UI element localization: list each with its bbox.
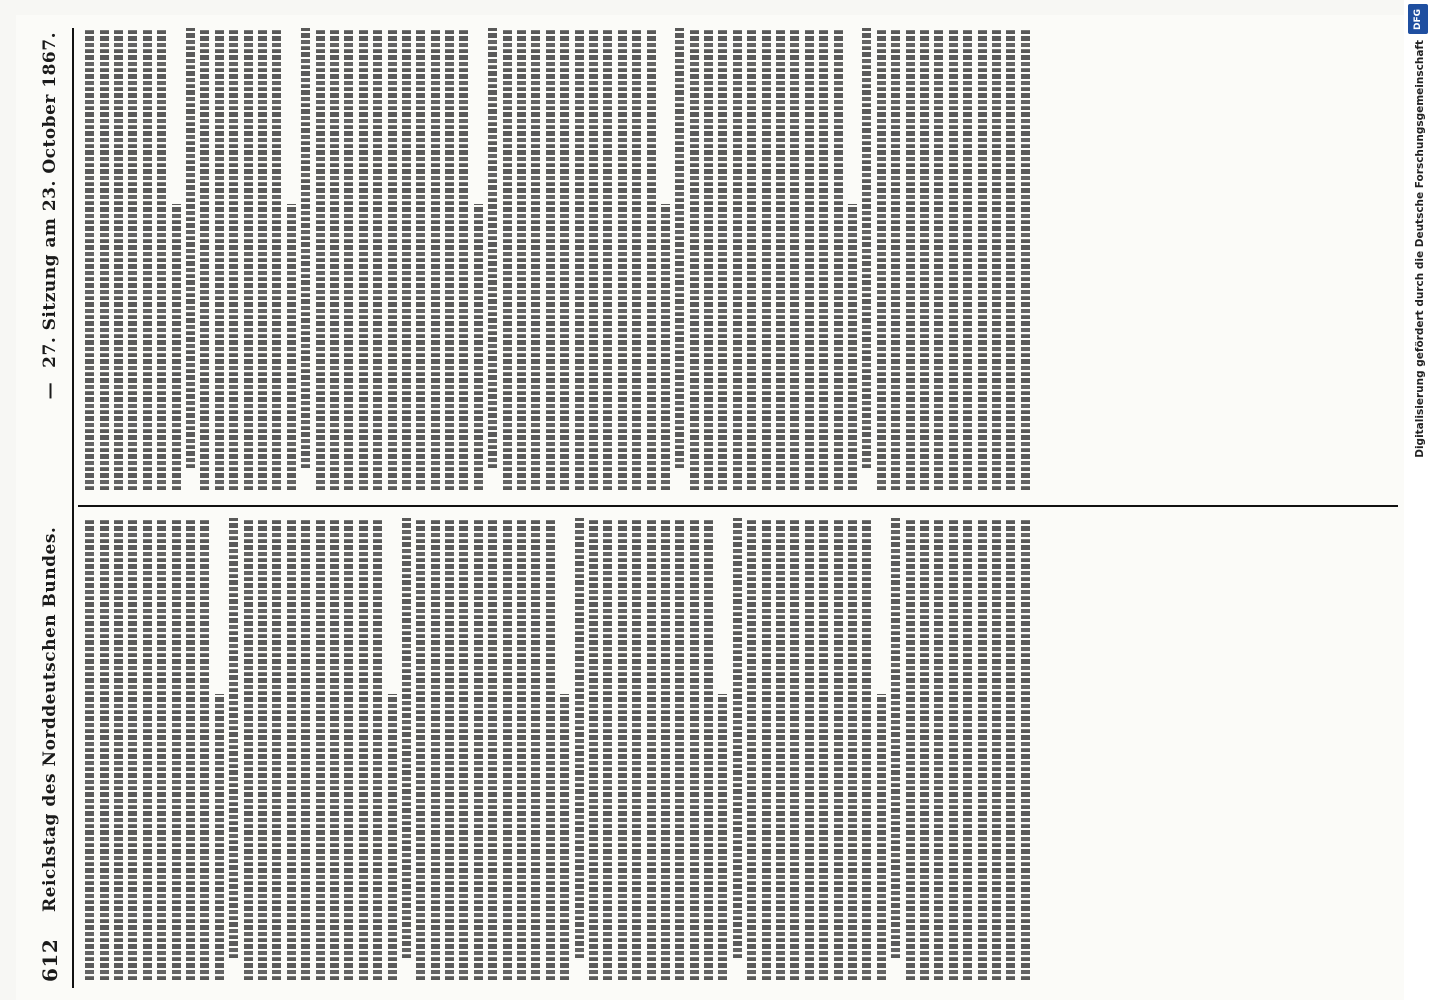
text-line <box>762 28 771 490</box>
text-line <box>488 28 497 468</box>
text-line <box>718 28 727 490</box>
text-line <box>992 518 1001 980</box>
text-line <box>877 28 886 490</box>
text-line <box>531 28 540 490</box>
text-line <box>431 518 440 980</box>
text-line <box>531 518 540 980</box>
page-number: 612 <box>38 938 62 982</box>
text-line <box>978 518 987 980</box>
dfg-logo-icon: DFG <box>1408 4 1428 34</box>
text-line <box>459 28 468 490</box>
text-line <box>546 28 555 490</box>
text-line <box>359 28 368 490</box>
text-line <box>589 518 598 980</box>
text-line <box>906 28 915 490</box>
text-line <box>661 518 670 980</box>
text-line <box>459 518 468 980</box>
text-line <box>330 518 339 980</box>
text-line <box>891 518 900 958</box>
text-line <box>834 28 843 490</box>
text-line <box>272 28 281 490</box>
text-line <box>675 28 684 468</box>
text-line <box>114 28 123 490</box>
text-line <box>186 28 195 468</box>
text-line <box>143 518 152 980</box>
text-line <box>215 28 224 490</box>
text-line <box>819 28 828 490</box>
text-line <box>718 694 727 980</box>
text-line <box>229 518 238 958</box>
text-line <box>661 204 670 490</box>
text-line <box>834 518 843 980</box>
text-line <box>100 518 109 980</box>
text-line <box>85 28 94 490</box>
text-line <box>805 28 814 490</box>
right-text-column <box>80 28 1390 490</box>
text-line <box>215 694 224 980</box>
text-line <box>517 518 526 980</box>
text-line <box>603 28 612 490</box>
text-line <box>128 518 137 980</box>
credit-strip <box>1404 0 1432 1000</box>
text-line <box>488 518 497 980</box>
text-line <box>1006 518 1015 980</box>
text-line <box>963 28 972 490</box>
text-line <box>172 204 181 490</box>
text-line <box>416 28 425 490</box>
text-line <box>647 518 656 980</box>
text-line <box>373 28 382 490</box>
text-line <box>575 28 584 490</box>
text-line <box>445 28 454 490</box>
text-line <box>992 28 1001 490</box>
text-line <box>877 694 886 980</box>
text-line <box>114 518 123 980</box>
text-line <box>690 518 699 980</box>
text-line <box>157 28 166 490</box>
text-line <box>862 28 871 468</box>
text-line <box>805 518 814 980</box>
header-separator: — <box>40 381 60 400</box>
text-line <box>344 28 353 490</box>
text-line <box>330 28 339 490</box>
text-line <box>819 518 828 980</box>
text-line <box>848 518 857 980</box>
text-line <box>200 28 209 490</box>
digitization-credit: Digitalisierung gefördert durch die Deutsche Forschungsgemeinschaft <box>1414 40 1426 458</box>
text-line <box>790 518 799 980</box>
text-line <box>229 28 238 490</box>
text-line <box>186 518 195 980</box>
column-divider <box>78 505 1398 507</box>
text-line <box>690 28 699 490</box>
text-line <box>603 518 612 980</box>
text-line <box>402 518 411 958</box>
text-line <box>172 518 181 980</box>
text-line <box>287 204 296 490</box>
text-line <box>589 28 598 490</box>
text-line <box>474 204 483 490</box>
text-line <box>258 518 267 980</box>
text-line <box>128 28 137 490</box>
text-line <box>978 28 987 490</box>
text-line <box>388 28 397 490</box>
text-line <box>647 28 656 490</box>
text-line <box>618 518 627 980</box>
text-line <box>704 28 713 490</box>
text-line <box>776 28 785 490</box>
text-line <box>848 204 857 490</box>
text-line <box>934 518 943 980</box>
text-line <box>301 28 310 468</box>
text-line <box>1021 518 1030 980</box>
text-line <box>416 518 425 980</box>
text-line <box>402 28 411 490</box>
text-line <box>431 28 440 490</box>
text-line <box>632 518 641 980</box>
text-line <box>85 518 94 980</box>
text-line <box>575 518 584 958</box>
text-line <box>388 694 397 980</box>
text-line <box>675 518 684 980</box>
text-line <box>517 28 526 490</box>
text-line <box>143 28 152 490</box>
text-line <box>1006 28 1015 490</box>
text-line <box>963 518 972 980</box>
text-line <box>373 518 382 980</box>
text-line <box>1021 28 1030 490</box>
text-line <box>200 518 209 980</box>
text-line <box>762 518 771 980</box>
left-text-column <box>80 518 1390 980</box>
text-line <box>258 28 267 490</box>
text-line <box>272 518 281 980</box>
text-line <box>157 518 166 980</box>
text-line <box>949 28 958 490</box>
text-line <box>359 518 368 980</box>
text-line <box>316 28 325 490</box>
text-line <box>560 694 569 980</box>
text-line <box>287 518 296 980</box>
text-line <box>474 518 483 980</box>
text-line <box>316 518 325 980</box>
text-line <box>344 518 353 980</box>
text-line <box>100 28 109 490</box>
session-heading: 27. Sitzung am 23. October 1867. <box>40 32 60 368</box>
running-head: Reichstag des Norddeutschen Bundes. <box>40 526 60 912</box>
text-line <box>244 518 253 980</box>
text-line <box>632 28 641 490</box>
text-line <box>244 28 253 490</box>
page-header <box>28 32 72 982</box>
text-line <box>862 518 871 980</box>
text-line <box>733 518 742 958</box>
text-line <box>733 28 742 490</box>
text-line <box>920 518 929 980</box>
text-line <box>891 28 900 490</box>
text-line <box>445 518 454 980</box>
text-line <box>747 518 756 980</box>
text-line <box>747 28 756 490</box>
rotated-document-page <box>16 15 1406 1000</box>
text-line <box>920 28 929 490</box>
text-line <box>618 28 627 490</box>
text-line <box>301 518 310 980</box>
text-line <box>503 518 512 980</box>
text-line <box>704 518 713 980</box>
text-line <box>949 518 958 980</box>
text-line <box>560 28 569 490</box>
header-rule <box>72 28 74 988</box>
text-line <box>934 28 943 490</box>
text-line <box>776 518 785 980</box>
text-line <box>546 518 555 980</box>
text-line <box>790 28 799 490</box>
text-line <box>906 518 915 980</box>
text-line <box>503 28 512 490</box>
